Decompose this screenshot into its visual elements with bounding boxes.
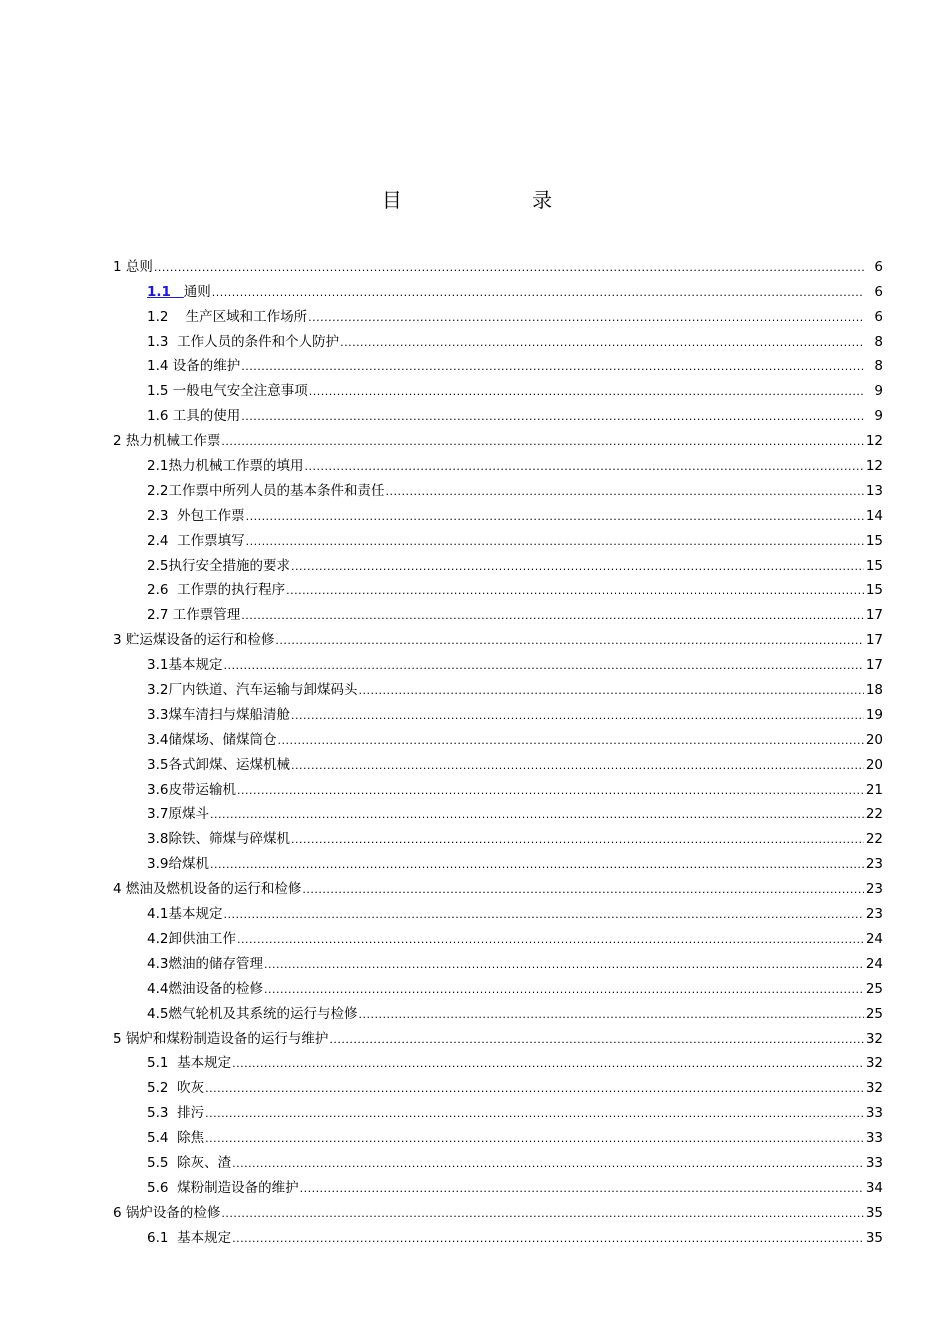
toc-entry-label: 基本规定 <box>168 657 223 674</box>
toc-entry-number-link[interactable]: 1.1 <box>147 283 171 300</box>
toc-entry-number: 5.6 <box>147 1179 169 1196</box>
toc-entry-page-number: 35 <box>865 1229 883 1246</box>
toc-entry[interactable] <box>113 699 883 724</box>
toc-entry[interactable] <box>113 1048 883 1073</box>
toc-leader-dots <box>232 1156 864 1172</box>
toc-entry-label: 锅炉设备的检修 <box>125 1204 221 1221</box>
toc-entry[interactable] <box>113 1023 883 1048</box>
toc-entry-number: 3.5 <box>147 756 169 773</box>
toc-entry-number: 5.3 <box>147 1105 169 1122</box>
toc-entry-page-number: 22 <box>865 831 883 848</box>
toc-entry-page-number: 32 <box>865 1055 883 1072</box>
toc-leader-dots <box>232 1056 864 1072</box>
toc-entry-page-number: 32 <box>865 1080 883 1097</box>
toc-entry-number: 1.2 <box>147 308 169 325</box>
toc-leader-dots <box>246 534 864 550</box>
toc-entry[interactable] <box>113 749 883 774</box>
toc-leader-dots <box>385 484 864 500</box>
toc-leader-dots <box>221 434 864 450</box>
toc-entry-number: 2.2 <box>147 482 169 499</box>
toc-entry-page-number: 33 <box>865 1130 883 1147</box>
toc-leader-dots <box>277 733 864 749</box>
toc-entry-number: 4.2 <box>147 930 169 947</box>
toc-entry[interactable] <box>113 823 883 848</box>
toc-leader-dots <box>302 882 864 898</box>
toc-entry-page-number: 32 <box>865 1030 883 1047</box>
toc-entry-number: 3.4 <box>147 731 169 748</box>
toc-entry[interactable] <box>113 276 883 301</box>
toc-entry-label: 一般电气安全注意事项 <box>172 383 308 400</box>
toc-entry-label: 基本规定 <box>168 906 223 923</box>
toc-entry[interactable] <box>113 425 883 450</box>
toc-entry-label: 热力机械工作票的填用 <box>168 458 304 475</box>
toc-entry-label: 卸供油工作 <box>168 930 236 947</box>
toc-entry-number: 3.9 <box>147 856 169 873</box>
toc-entry-page-number: 20 <box>865 731 883 748</box>
toc-leader-dots <box>212 285 864 301</box>
toc-entry-number: 6 <box>113 1204 122 1221</box>
toc-entry-label: 各式卸煤、运煤机械 <box>168 756 290 773</box>
toc-entry[interactable] <box>113 948 883 973</box>
toc-entry[interactable] <box>113 550 883 575</box>
toc-entry[interactable] <box>113 1172 883 1197</box>
toc-entry[interactable] <box>113 1147 883 1172</box>
toc-leader-dots <box>221 1206 864 1222</box>
toc-entry-number: 2.7 <box>147 607 169 624</box>
toc-entry-label: 工作票管理 <box>172 607 241 624</box>
toc-entry-page-number: 19 <box>865 706 883 723</box>
toc-leader-dots <box>237 783 864 799</box>
toc-leader-dots <box>264 957 864 973</box>
toc-entry-label: 原煤斗 <box>168 806 209 823</box>
toc-entry-page-number: 20 <box>865 756 883 773</box>
toc-entry-number: 1.5 <box>147 383 169 400</box>
toc-leader-dots <box>358 683 864 699</box>
toc-entry-page-number: 21 <box>865 781 883 798</box>
toc-entry-number: 5.1 <box>147 1055 169 1072</box>
toc-entry-number: 3.3 <box>147 706 169 723</box>
toc-entry-page-number: 15 <box>865 557 883 574</box>
toc-entry[interactable] <box>113 1122 883 1147</box>
toc-entry-page-number: 35 <box>865 1204 883 1221</box>
toc-entry-number: 4.4 <box>147 980 169 997</box>
toc-leader-dots <box>205 1106 864 1122</box>
toc-entry-label: 燃油的储存管理 <box>168 955 263 972</box>
toc-entry[interactable] <box>113 774 883 799</box>
toc-entry-number: 1.6 <box>147 408 169 425</box>
toc-entry-label: 皮带运输机 <box>168 781 236 798</box>
toc-entry-label: 基本规定 <box>177 1229 232 1246</box>
toc-leader-dots <box>232 1231 864 1247</box>
toc-entry[interactable] <box>113 301 883 326</box>
toc-leader-dots <box>291 758 864 774</box>
toc-entry-label: 执行安全措施的要求 <box>168 557 290 574</box>
toc-entry[interactable] <box>113 923 883 948</box>
toc-entry-number: 6.1 <box>147 1229 169 1246</box>
toc-entry-page-number: 6 <box>874 258 883 275</box>
toc-entry-page-number: 15 <box>865 532 883 549</box>
toc-leader-dots <box>309 384 864 400</box>
toc-entry[interactable] <box>113 351 883 376</box>
toc-leader-dots <box>205 1131 864 1147</box>
toc-entry-number: 3.2 <box>147 682 169 699</box>
toc-entry[interactable] <box>113 898 883 923</box>
toc-entry-number: 2.6 <box>147 582 169 599</box>
toc-entry-page-number: 24 <box>865 930 883 947</box>
toc-entry-label: 工作人员的条件和个人防护 <box>177 333 340 350</box>
toc-entry-label: 排污 <box>177 1105 205 1122</box>
toc-entry-number: 2.3 <box>147 507 169 524</box>
toc-entry[interactable] <box>113 450 883 475</box>
toc-entry[interactable] <box>113 624 883 649</box>
toc-entry-label: 总则 <box>125 258 153 275</box>
toc-entry-page-number: 6 <box>874 283 883 300</box>
toc-leader-dots <box>237 932 864 948</box>
toc-entry-number: 5 <box>113 1030 122 1047</box>
toc-entry-page-number: 22 <box>865 806 883 823</box>
toc-entry-number: 3.7 <box>147 806 169 823</box>
toc-entry-page-number: 24 <box>865 955 883 972</box>
toc-entry-page-number: 33 <box>865 1105 883 1122</box>
toc-leader-dots <box>205 1081 864 1097</box>
toc-leader-dots <box>241 359 864 375</box>
toc-entry-page-number: 17 <box>865 632 883 649</box>
toc-entry-label: 通则 <box>183 283 211 300</box>
toc-entry-page-number: 25 <box>865 1005 883 1022</box>
toc-leader-dots <box>358 1007 864 1023</box>
toc-entry-page-number: 23 <box>865 906 883 923</box>
toc-entry[interactable] <box>113 326 883 351</box>
toc-leader-dots <box>291 708 864 724</box>
toc-leader-dots <box>154 260 864 276</box>
toc-entry-number: 2 <box>113 433 122 450</box>
toc-leader-dots <box>340 335 864 351</box>
toc-leader-dots <box>241 409 864 425</box>
toc-leader-dots <box>264 982 864 998</box>
toc-leader-dots <box>291 832 864 848</box>
toc-entry-number: 5.5 <box>147 1154 169 1171</box>
toc-leader-dots <box>241 608 864 624</box>
toc-entry-page-number: 14 <box>865 507 883 524</box>
toc-entry[interactable] <box>113 724 883 749</box>
toc-entry-label: 工具的使用 <box>172 408 241 425</box>
toc-entry-number: 2.1 <box>147 458 169 475</box>
toc-entry-number: 4.1 <box>147 906 169 923</box>
toc-entry[interactable] <box>113 475 883 500</box>
toc-entry[interactable] <box>113 500 883 525</box>
toc-leader-dots <box>246 509 864 525</box>
toc-entry-label: 给煤机 <box>168 856 209 873</box>
toc-entry-page-number: 8 <box>874 333 883 350</box>
toc-entry-label: 煤车清扫与煤船清舱 <box>168 706 290 723</box>
toc-entry-number: 4.5 <box>147 1005 169 1022</box>
toc-entry-label: 贮运煤设备的运行和检修 <box>125 632 275 649</box>
toc-entry-page-number: 23 <box>865 856 883 873</box>
toc-entry-page-number: 33 <box>865 1154 883 1171</box>
toc-entry-page-number: 34 <box>865 1179 883 1196</box>
toc-entry-label: 热力机械工作票 <box>125 433 221 450</box>
toc-entry[interactable] <box>113 998 883 1023</box>
toc-entry[interactable] <box>113 251 883 276</box>
toc-entry-number: 1.3 <box>147 333 169 350</box>
table-of-contents <box>113 251 883 1247</box>
toc-entry-label: 除灰、渣 <box>177 1154 232 1171</box>
toc-entry[interactable] <box>113 599 883 624</box>
toc-entry-page-number: 6 <box>874 308 883 325</box>
toc-entry-label: 设备的维护 <box>172 358 241 375</box>
toc-entry-label: 工作票中所列人员的基本条件和责任 <box>168 482 385 499</box>
toc-entry[interactable] <box>113 649 883 674</box>
toc-leader-dots <box>291 559 864 575</box>
toc-leader-dots <box>286 583 864 599</box>
toc-entry-number: 2.5 <box>147 557 169 574</box>
toc-entry-label: 燃油设备的检修 <box>168 980 263 997</box>
toc-entry-label: 工作票填写 <box>177 532 245 549</box>
toc-leader-dots <box>308 310 864 326</box>
toc-entry-label: 工作票的执行程序 <box>177 582 286 599</box>
toc-entry-number: 3 <box>113 632 122 649</box>
toc-entry-number: 5.4 <box>147 1130 169 1147</box>
toc-entry-page-number: 8 <box>874 358 883 375</box>
toc-entry-page-number: 12 <box>865 458 883 475</box>
toc-entry-number: 3.8 <box>147 831 169 848</box>
toc-entry-number: 1 <box>113 258 122 275</box>
toc-entry-label: 储煤场、储煤筒仓 <box>168 731 277 748</box>
toc-leader-dots <box>275 633 864 649</box>
toc-leader-dots <box>300 1181 864 1197</box>
toc-entry[interactable] <box>113 848 883 873</box>
toc-entry-number: 2.4 <box>147 532 169 549</box>
toc-entry[interactable] <box>113 400 883 425</box>
toc-entry-page-number: 18 <box>865 682 883 699</box>
toc-entry[interactable] <box>113 1072 883 1097</box>
toc-entry-page-number: 17 <box>865 657 883 674</box>
toc-entry-number: 4 <box>113 881 122 898</box>
toc-entry-number: 3.1 <box>147 657 169 674</box>
toc-leader-dots <box>223 658 864 674</box>
toc-entry[interactable] <box>113 375 883 400</box>
toc-entry-page-number: 23 <box>865 881 883 898</box>
toc-entry-number: 4.3 <box>147 955 169 972</box>
toc-entry[interactable] <box>113 525 883 550</box>
toc-entry-number: 5.2 <box>147 1080 169 1097</box>
toc-entry-page-number: 15 <box>865 582 883 599</box>
toc-entry-label: 煤粉制造设备的维护 <box>177 1179 299 1196</box>
toc-leader-dots <box>304 459 864 475</box>
toc-entry[interactable] <box>113 575 883 600</box>
toc-entry-label: 除铁、筛煤与碎煤机 <box>168 831 290 848</box>
toc-entry-label: 吹灰 <box>177 1080 205 1097</box>
toc-entry[interactable] <box>113 1197 883 1222</box>
toc-entry-page-number: 9 <box>874 383 883 400</box>
toc-entry-page-number: 9 <box>874 408 883 425</box>
toc-entry-number: 3.6 <box>147 781 169 798</box>
page-title: 目 录 <box>381 188 615 212</box>
toc-leader-dots <box>223 907 864 923</box>
toc-entry[interactable] <box>113 799 883 824</box>
toc-leader-dots <box>210 857 864 873</box>
toc-entry-label: 除焦 <box>177 1130 205 1147</box>
toc-entry[interactable] <box>113 674 883 699</box>
toc-entry[interactable] <box>113 1222 883 1247</box>
toc-entry[interactable] <box>113 873 883 898</box>
toc-entry-page-number: 25 <box>865 980 883 997</box>
toc-entry-label: 生产区域和工作场所 <box>185 308 308 325</box>
toc-entry-page-number: 12 <box>865 433 883 450</box>
toc-entry-label: 基本规定 <box>177 1055 232 1072</box>
toc-entry[interactable] <box>113 973 883 998</box>
toc-entry-number: 1.4 <box>147 358 169 375</box>
toc-entry-label: 燃油及燃机设备的运行和检修 <box>125 881 302 898</box>
toc-entry-page-number: 13 <box>865 482 883 499</box>
toc-entry[interactable] <box>113 1097 883 1122</box>
toc-leader-dots <box>329 1032 864 1048</box>
toc-entry-label: 厂内铁道、汽车运输与卸煤码头 <box>168 682 358 699</box>
toc-leader-dots <box>210 807 864 823</box>
toc-entry-page-number: 17 <box>865 607 883 624</box>
toc-entry-label: 锅炉和煤粉制造设备的运行与维护 <box>125 1030 329 1047</box>
toc-entry-label: 燃气轮机及其系统的运行与检修 <box>168 1005 358 1022</box>
toc-entry-label: 外包工作票 <box>177 507 245 524</box>
